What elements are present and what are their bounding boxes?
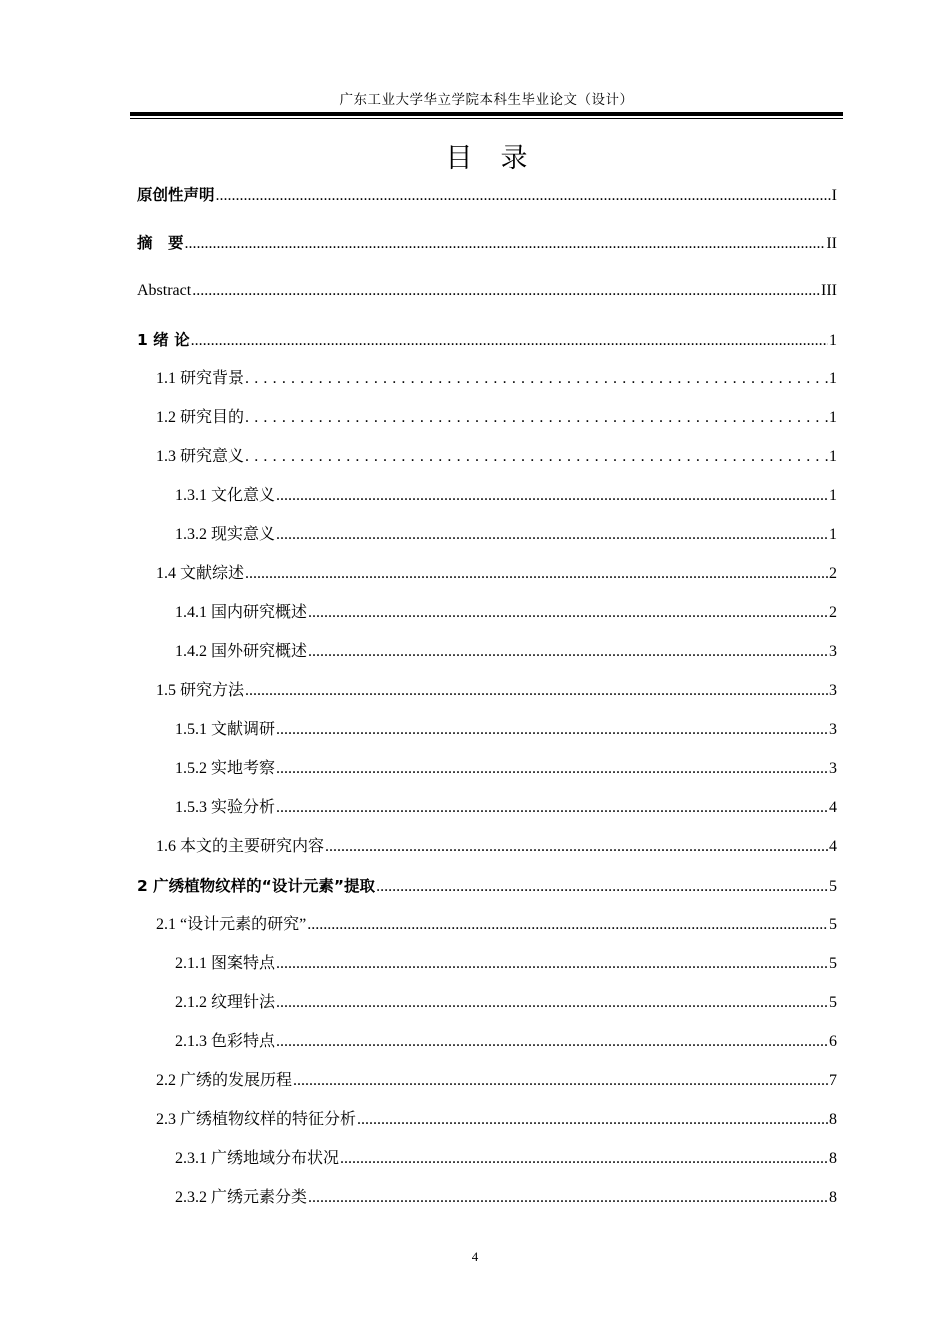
page-number: 4 — [471, 1249, 479, 1264]
running-header: 广东工业大学华立学院本科生毕业论文（设计） — [339, 92, 634, 107]
toc-dot-leader — [245, 447, 828, 467]
toc-entry[interactable] — [0, 642, 837, 662]
toc-entry-label: Abstract — [137, 282, 192, 299]
toc-entry-label: 2.1.3 色彩特点 — [175, 1033, 276, 1050]
toc-entry[interactable] — [0, 1110, 837, 1130]
toc-entry-page: 1 — [829, 487, 837, 504]
toc-entry[interactable] — [0, 1188, 837, 1208]
toc-entry-label: 摘 要 — [137, 234, 184, 252]
toc-entry-page: 1 — [829, 370, 837, 387]
toc-entry[interactable] — [0, 954, 837, 974]
toc-entry[interactable] — [0, 759, 837, 779]
page-title: 目录 — [445, 143, 556, 174]
toc-dot-leader — [308, 603, 828, 623]
toc-entry-page: 2 — [829, 565, 837, 582]
toc-entry-page: 5 — [829, 994, 837, 1011]
toc-entry-label: 2.2 广绣的发展历程 — [156, 1072, 293, 1089]
toc-entry-label: 原创性声明 — [137, 186, 215, 204]
toc-dot-leader — [276, 525, 828, 545]
toc-entry-page: 5 — [829, 916, 837, 933]
toc-entry[interactable] — [0, 330, 837, 351]
toc-entry-page: 8 — [829, 1189, 837, 1206]
toc-entry-page: 4 — [829, 799, 837, 816]
toc-entry-page: 1 — [829, 332, 837, 349]
toc-entry[interactable] — [0, 447, 837, 467]
toc-entry-page: 6 — [829, 1033, 837, 1050]
toc-entry-label: 2.3 广绣植物纹样的特征分析 — [156, 1111, 357, 1128]
toc-dot-leader — [245, 564, 828, 584]
toc-dot-leader — [245, 681, 828, 701]
toc-entry-page: 5 — [829, 878, 837, 895]
toc-entry-label: 1.2 研究目的 — [156, 409, 245, 426]
toc-entry[interactable] — [0, 915, 837, 935]
toc-entry-label: 1.5.3 实验分析 — [175, 799, 276, 816]
toc-entry-page: I — [831, 187, 837, 204]
toc-entry[interactable] — [0, 1071, 837, 1091]
toc-entry-label: 2.1.2 纹理针法 — [175, 994, 276, 1011]
toc-dot-leader — [307, 915, 828, 935]
toc-entry-label: 1 绪 论 — [137, 331, 190, 349]
toc-entry[interactable] — [0, 281, 837, 301]
toc-entry[interactable] — [0, 837, 837, 857]
toc-entry-label: 1.5.2 实地考察 — [175, 760, 276, 777]
toc-dot-leader — [276, 486, 828, 506]
toc-dot-leader — [276, 759, 828, 779]
toc-dot-leader — [376, 877, 828, 897]
toc-dot-leader — [191, 331, 828, 351]
toc-entry[interactable] — [0, 369, 837, 389]
toc-dot-leader — [293, 1071, 828, 1091]
toc-entry[interactable] — [0, 876, 837, 897]
toc-entry-page: 3 — [829, 682, 837, 699]
toc-entry-label: 1.4.2 国外研究概述 — [175, 643, 308, 660]
toc-entry-label: 1.3.1 文化意义 — [175, 487, 276, 504]
toc-entry[interactable] — [0, 1032, 837, 1052]
toc-entry-label: 1.3 研究意义 — [156, 448, 245, 465]
header-rule-thick — [130, 112, 843, 116]
toc-entry-page: III — [821, 282, 837, 299]
toc-entry[interactable] — [0, 233, 837, 254]
toc-entry-page: 7 — [829, 1072, 837, 1089]
toc-entry[interactable] — [0, 486, 837, 506]
header-rule-thin — [130, 118, 843, 119]
toc-entry-page: 3 — [829, 643, 837, 660]
toc-entry-page: 1 — [829, 526, 837, 543]
toc-entry-label: 1.5.1 文献调研 — [175, 721, 276, 738]
toc-dot-leader — [192, 281, 820, 301]
toc-dot-leader — [216, 186, 831, 206]
toc-entry-label: 2.1 “设计元素的研究” — [156, 916, 307, 933]
toc-entry[interactable] — [0, 1149, 837, 1169]
toc-entry-label: 1.5 研究方法 — [156, 682, 245, 699]
toc-dot-leader — [276, 954, 828, 974]
toc-entry[interactable] — [0, 993, 837, 1013]
toc-entry-label: 2.3.2 广绣元素分类 — [175, 1189, 308, 1206]
toc-dot-leader — [185, 234, 826, 254]
toc-entry-page: 8 — [829, 1111, 837, 1128]
toc-entry-label: 1.1 研究背景 — [156, 370, 245, 387]
toc-entry-page: 3 — [829, 721, 837, 738]
toc-entry-label: 1.4 文献综述 — [156, 565, 245, 582]
toc-entry[interactable] — [0, 408, 837, 428]
toc-entry-page: 4 — [829, 838, 837, 855]
toc-entry-page: II — [826, 235, 837, 252]
toc-dot-leader — [276, 1032, 828, 1052]
toc-entry-page: 3 — [829, 760, 837, 777]
toc-entry[interactable] — [0, 798, 837, 818]
toc-dot-leader — [245, 408, 828, 428]
toc-entry[interactable] — [0, 603, 837, 623]
toc-dot-leader — [357, 1110, 828, 1130]
toc-dot-leader — [245, 369, 828, 389]
toc-dot-leader — [308, 642, 828, 662]
toc-entry-page: 2 — [829, 604, 837, 621]
toc-entry-label: 2 广绣植物纹样的“设计元素”提取 — [137, 877, 376, 895]
toc-dot-leader — [308, 1188, 828, 1208]
toc-entry-label: 1.6 本文的主要研究内容 — [156, 838, 325, 855]
toc-dot-leader — [340, 1149, 828, 1169]
toc-entry-page: 5 — [829, 955, 837, 972]
toc-entry[interactable] — [0, 185, 837, 206]
toc-entry[interactable] — [0, 564, 837, 584]
toc-entry[interactable] — [0, 681, 837, 701]
toc-entry-label: 2.3.1 广绣地域分布状况 — [175, 1150, 340, 1167]
toc-entry-page: 8 — [829, 1150, 837, 1167]
toc-entry-label: 1.3.2 现实意义 — [175, 526, 276, 543]
toc-entry[interactable] — [0, 720, 837, 740]
toc-entry-label: 1.4.1 国内研究概述 — [175, 604, 308, 621]
toc-entry-page: 1 — [829, 409, 837, 426]
toc-entry-label: 2.1.1 图案特点 — [175, 955, 276, 972]
toc-entry[interactable] — [0, 525, 837, 545]
toc-entry-page: 1 — [829, 448, 837, 465]
toc-dot-leader — [325, 837, 828, 857]
toc-dot-leader — [276, 993, 828, 1013]
toc-dot-leader — [276, 720, 828, 740]
toc-dot-leader — [276, 798, 828, 818]
